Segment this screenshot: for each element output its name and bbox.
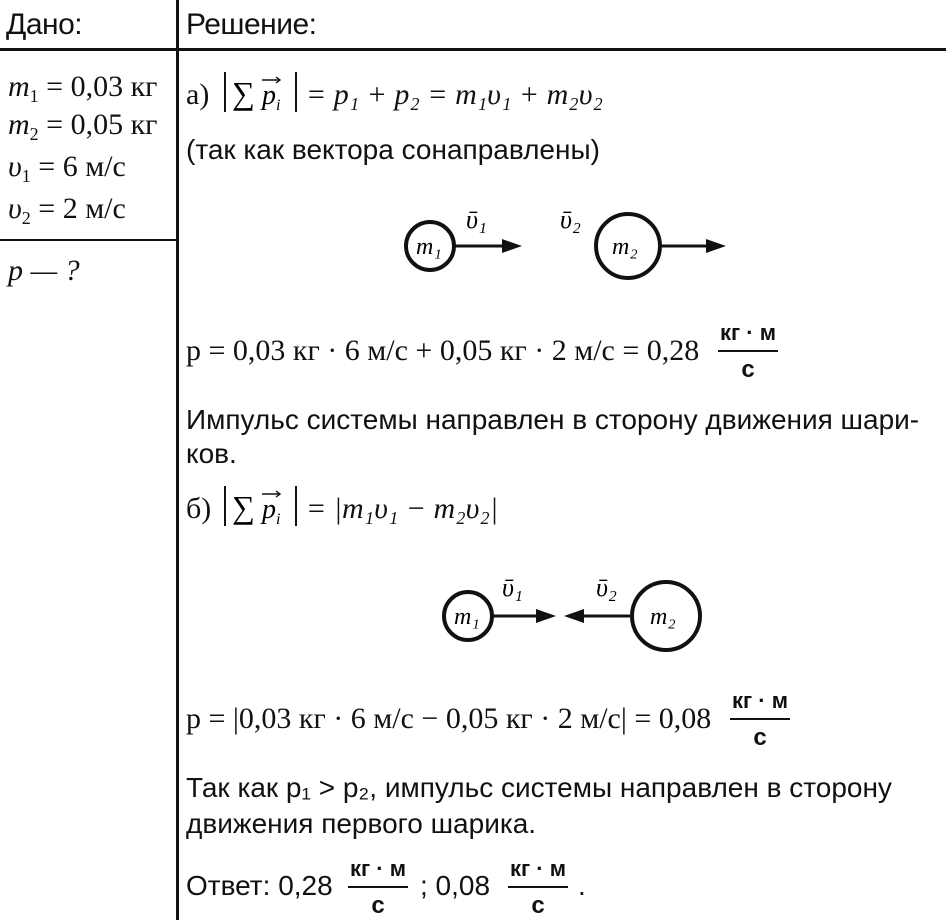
answer-suffix: .	[578, 870, 586, 901]
diagram-opposite	[430, 560, 730, 670]
given-m1: $m_1 = 0,03$ кг	[8, 70, 158, 106]
given-header: Дано:	[6, 8, 83, 41]
velocity-v1-label: ῡ₁	[466, 205, 487, 234]
velocity-v2-label: ῡ₂	[560, 205, 581, 234]
header-divider	[0, 48, 946, 51]
column-divider	[176, 0, 179, 920]
diagram-codirectional	[390, 190, 750, 290]
unit-fraction-a: кг · м с	[720, 320, 776, 383]
given-v2: $\upsilon_2 = 2$ м/с	[8, 192, 126, 228]
part-a-conclusion-2: ков.	[186, 438, 237, 469]
svg-text:p: p	[262, 494, 276, 525]
part-a-formula: = p₁ + p₂ = m₁υ₁ + m₂υ₂	[306, 78, 603, 111]
velocity-v2-label-b: ῡ₂	[596, 573, 617, 602]
svg-text:i: i	[276, 97, 281, 114]
unit-fraction-b: кг · м с	[732, 688, 788, 751]
part-b-conclusion-1: Так как p₁ > p₂, импульс системы направлен в сторону	[186, 772, 892, 803]
given-divider	[0, 239, 178, 241]
answer-unit-1: кг · м с	[350, 856, 406, 919]
part-b-formula: = |m₁υ₁ − m₂υ₂|	[306, 492, 499, 525]
part-a-calc: p = 0,03 кг · 6 м/с + 0,05 кг · 2 м/с = 0,28	[186, 334, 700, 367]
svg-text:∑: ∑	[232, 489, 255, 525]
svg-text:p: p	[262, 80, 276, 111]
part-b-label: б)	[186, 492, 212, 525]
ball-m1-label-b: m₁	[454, 604, 480, 630]
ball-m2-label: m₂	[612, 234, 638, 260]
given-find: p — ?	[8, 254, 80, 287]
solution-header: Решение:	[186, 8, 317, 41]
velocity-v1-label-b: ῡ₁	[502, 573, 523, 602]
part-b-calc: p = |0,03 кг · 6 м/с − 0,05 кг · 2 м/с| = 0,08	[186, 702, 712, 735]
ball-m2-label-b: m₂	[650, 604, 676, 630]
sum-abs-icon	[222, 68, 304, 116]
answer-middle: ; 0,08	[420, 870, 491, 901]
given-v1: $\upsilon_1 = 6$ м/с	[8, 150, 126, 186]
part-a-label: а)	[186, 78, 210, 111]
svg-text:∑: ∑	[232, 75, 255, 111]
answer-unit-2: кг · м с	[510, 856, 566, 919]
part-a-note: (так как вектора сонаправлены)	[186, 134, 600, 165]
svg-text:i: i	[276, 511, 281, 528]
given-m2: $m_2 = 0,05$ кг	[8, 108, 158, 144]
part-b-conclusion-2: движения первого шарика.	[186, 808, 537, 839]
part-a-conclusion-1: Импульс системы направлен в сторону движения шари-	[186, 404, 920, 435]
sum-abs-icon-b	[222, 482, 304, 530]
ball-m1-label: m₁	[416, 234, 442, 260]
answer-prefix: Ответ: 0,28	[186, 870, 333, 901]
